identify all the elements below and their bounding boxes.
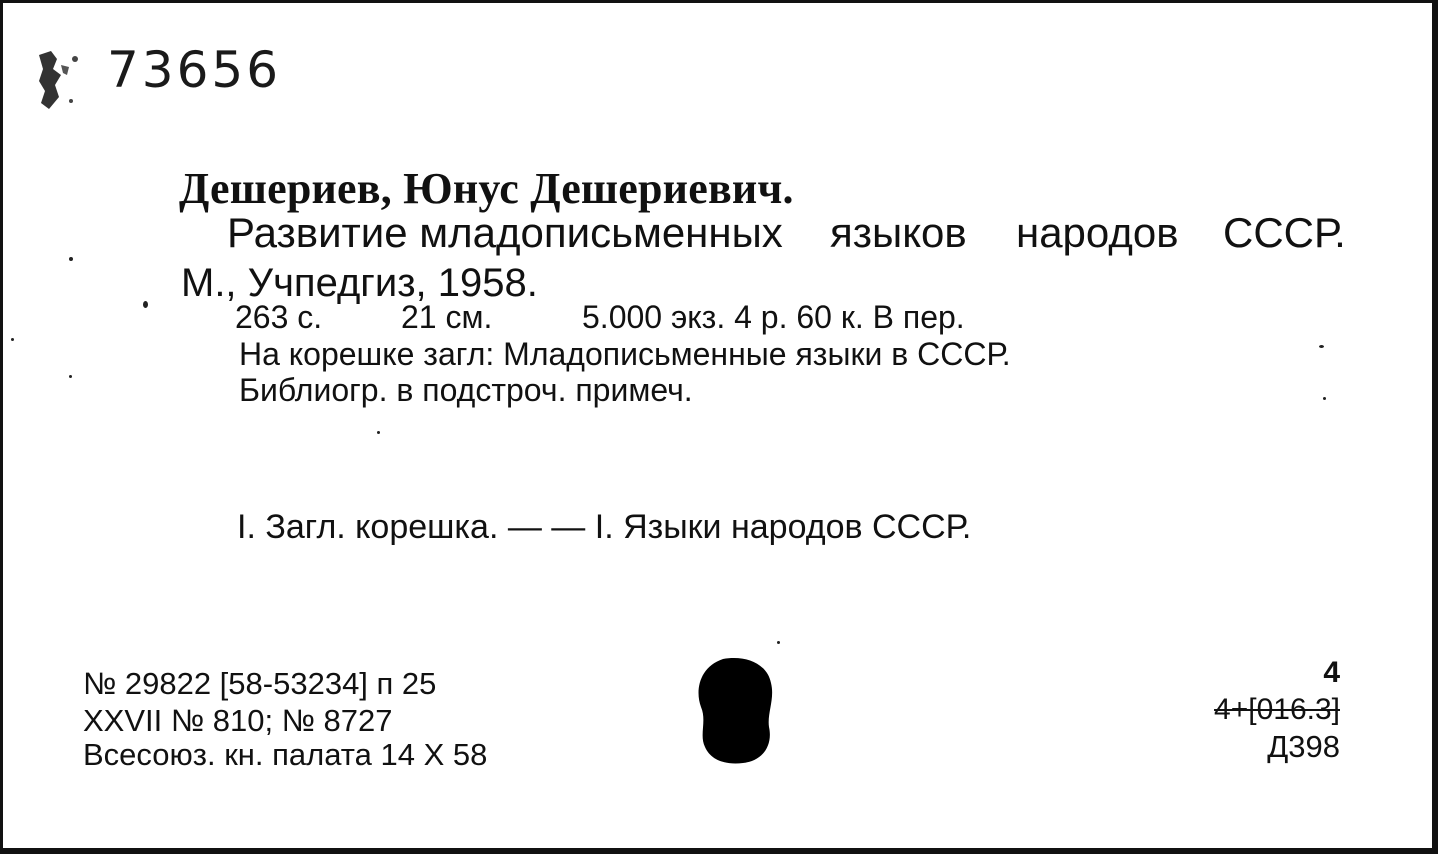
speck bbox=[377, 431, 380, 434]
shelf-mark-line-2 bbox=[1214, 693, 1340, 727]
shelf-mark-strikethrough: 4+[016.3] bbox=[1214, 693, 1340, 726]
speck bbox=[69, 257, 73, 261]
tracings: I. Загл. корешка. — — I. Языки народов СССР. bbox=[237, 508, 972, 546]
description-pages: 263 с. bbox=[235, 299, 323, 335]
speck bbox=[777, 641, 780, 644]
speck bbox=[1319, 345, 1324, 348]
title-word-4: СССР. bbox=[1223, 209, 1346, 256]
shelf-mark-line-3: Д398 bbox=[1267, 729, 1340, 764]
shelf-mark-line-1: 4 bbox=[1323, 656, 1340, 689]
ink-blot-hole bbox=[693, 655, 775, 765]
footer-left-line-2: XXVII № 810; № 8727 bbox=[83, 703, 393, 738]
spine-title-note: На корешке загл: Младописьменные языки в СССР. bbox=[239, 336, 1011, 372]
library-stamp-icon bbox=[31, 45, 101, 115]
title-word-2: языков bbox=[830, 209, 967, 256]
speck bbox=[11, 338, 14, 341]
title-word-1: Развитие младописьменных bbox=[227, 209, 783, 256]
handwritten-accession-number: 73656 bbox=[107, 41, 282, 99]
speck bbox=[143, 301, 148, 308]
description-size: 21 см. bbox=[401, 299, 493, 335]
author-heading: Дешериев, Юнус Дешериевич. bbox=[179, 164, 794, 213]
speck bbox=[1323, 397, 1326, 400]
description-print-run: 5.000 экз. 4 р. 60 к. В пер. bbox=[582, 299, 965, 335]
imprint: М., Учпедгиз, 1958. bbox=[181, 261, 538, 305]
speck bbox=[69, 375, 72, 378]
title-word-3: народов bbox=[1016, 209, 1179, 256]
bibliography-note: Библиогр. в подстроч. примеч. bbox=[239, 372, 693, 408]
footer-left-line-1: № 29822 [58-53234] п 25 bbox=[83, 666, 437, 701]
footer-left-line-3: Всесоюз. кн. палата 14 X 58 bbox=[83, 737, 488, 772]
